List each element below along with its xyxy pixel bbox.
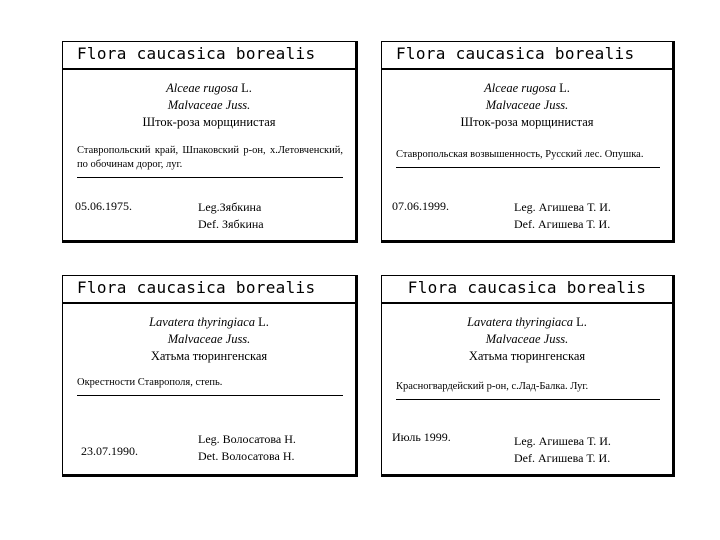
herbarium-label-4	[381, 275, 675, 477]
common-name: Хатьма тюрингенская	[150, 349, 268, 363]
species-name: Alceae rugosa	[166, 81, 238, 95]
family-name: Malvaceae Juss.	[485, 332, 569, 346]
leg-name: Leg.Зябкина	[198, 200, 262, 214]
common-name: Хатьма тюрингенская	[468, 349, 586, 363]
collector-block	[514, 199, 611, 233]
taxon-block	[382, 80, 672, 131]
common-name: Шток-роза морщинистая	[460, 115, 594, 129]
herbarium-label-1	[62, 41, 358, 243]
label-header: Flora caucasica borealis	[382, 276, 672, 304]
herbarium-label-3	[62, 275, 358, 477]
label-header: Flora caucasica borealis	[63, 42, 355, 70]
family-name: Malvaceae Juss.	[167, 332, 251, 346]
leg-name: Leg. Волосатова Н.	[198, 432, 296, 446]
det-name: Def. Агишева Т. И.	[514, 217, 611, 231]
collector-block	[514, 433, 611, 467]
det-name: Det. Волосатова Н.	[198, 449, 295, 463]
det-name: Def. Зябкина	[198, 217, 264, 231]
collection-date: Июль 1999.	[392, 430, 451, 444]
locality-text: Ставропольская возвышенность, Русский лес. Опушка.	[396, 148, 660, 168]
species-name: Alceae rugosa	[484, 81, 556, 95]
species-name: Lavatera thyringiaca	[149, 315, 255, 329]
taxon-block	[382, 314, 672, 365]
species-author: L.	[555, 81, 570, 95]
taxon-block	[63, 314, 355, 365]
leg-name: Leg. Агишева Т. И.	[514, 200, 611, 214]
species-name: Lavatera thyringiaca	[467, 315, 573, 329]
label-header: Flora caucasica borealis	[63, 276, 355, 304]
herbarium-label-2	[381, 41, 675, 243]
collection-date: 07.06.1999.	[392, 199, 449, 213]
species-author: L.	[237, 81, 252, 95]
species-author: L.	[255, 315, 269, 329]
locality-text: Красногвардейский р-он, с.Лад-Балка. Луг.	[396, 380, 660, 400]
det-name: Def. Агишева Т. И.	[514, 451, 611, 465]
collection-date: 05.06.1975.	[75, 199, 132, 213]
collection-date: 23.07.1990.	[81, 444, 138, 458]
collector-block	[198, 431, 296, 465]
label-header: Flora caucasica borealis	[382, 42, 672, 70]
common-name: Шток-роза морщинистая	[142, 115, 276, 129]
family-name: Malvaceae Juss.	[485, 98, 569, 112]
locality-text: Ставропольский край, Шпаковский р-он, х.Летовченский, по обочинам дорог, луг.	[77, 144, 343, 178]
leg-name: Leg. Агишева Т. И.	[514, 434, 611, 448]
taxon-block	[63, 80, 355, 131]
collector-block	[198, 199, 264, 233]
species-author: L.	[573, 315, 587, 329]
family-name: Malvaceae Juss.	[167, 98, 251, 112]
locality-text: Окрестности Ставрополя, степь.	[77, 376, 343, 396]
